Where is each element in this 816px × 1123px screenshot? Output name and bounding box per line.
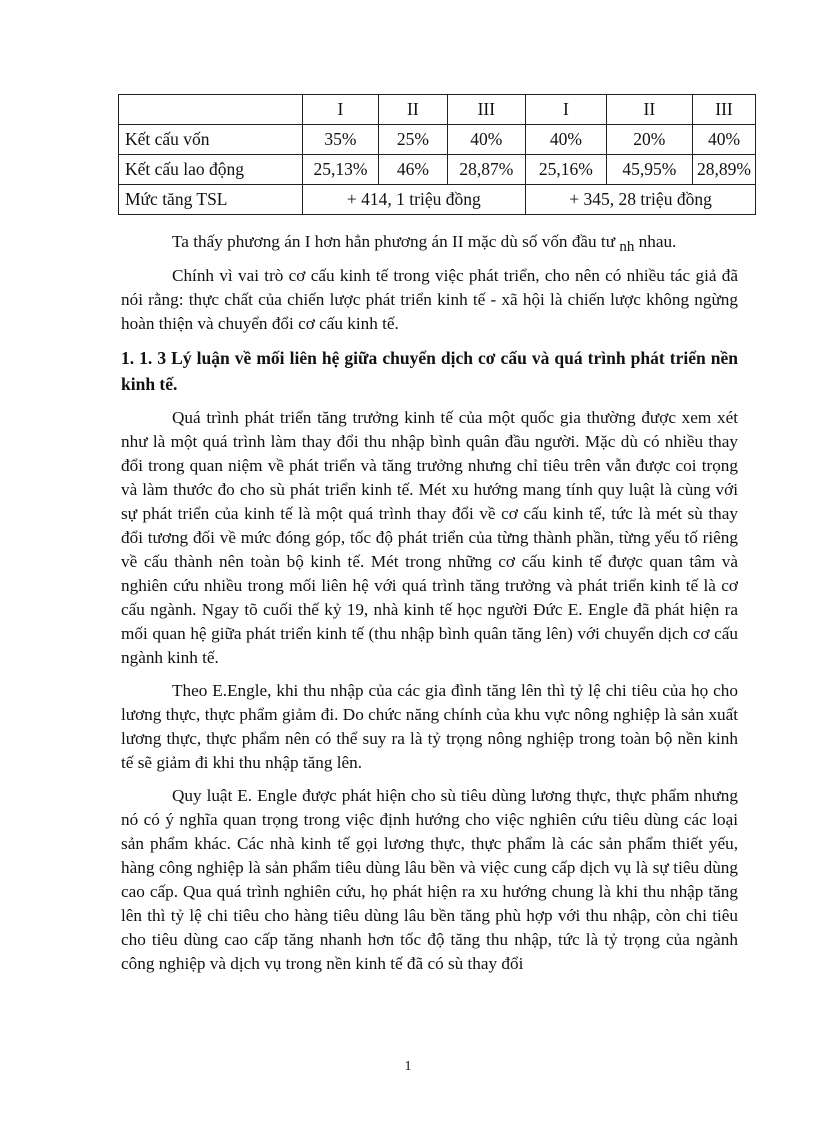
table-cell: 46% — [379, 155, 447, 185]
table-cell: 28,87% — [447, 155, 526, 185]
table-row — [119, 155, 756, 185]
paragraph-text: Ta thấy phương án I hơn hẳn phương án II mặc dù số vốn đầu tư — [172, 232, 616, 251]
table-cell: 35% — [302, 125, 379, 155]
table-cell: 25,13% — [302, 155, 379, 185]
page-number: 1 — [404, 1059, 412, 1074]
table-cell: 25% — [379, 125, 447, 155]
table-cell: 45,95% — [606, 155, 692, 185]
paragraph: Chính vì vai trò cơ cấu kinh tế trong việc phát triển, cho nên có nhiều tác giả đã nói rằng: thực chất của chiến lược phát triển kinh tế - xã hội là chiến lược không ngừng hoàn thiện và chuyển đổi cơ cấu kinh tế. — [121, 266, 738, 333]
paragraph-text: nhau. — [638, 232, 677, 251]
section-heading: 1. 1. 3 Lý luận về mối liên hệ giữa chuyển dịch cơ cấu và quá trình phát triển nền kinh tế. — [121, 348, 738, 394]
table-cell: 40% — [447, 125, 526, 155]
table-header-cell: II — [379, 95, 447, 125]
comparison-table — [118, 94, 756, 215]
table-header-cell: II — [606, 95, 692, 125]
subscript-text: nh — [619, 239, 635, 255]
table-header-cell: I — [302, 95, 379, 125]
paragraph: Quy luật E. Engle được phát hiện cho sù tiêu dùng lương thực, thực phẩm nhưng nó có ý nghĩa quan trọng trong việc định hướng cho việc nghiên cứu tiêu dùng các loại sản phẩm khác. Các nhà kinh tế gọi lương thực, thực phẩm là các sản phẩm thiết yếu, hàng công nghiệp là sản phẩm tiêu dùng lâu bền và việc cung cấp dịch vụ là sự tiêu dùng cao cấp. Qua quá trình nghiên cứu, họ phát hiện ra xu hướng chung là khi thu nhập tăng lên thì tỷ lệ chi tiêu cho hàng tiêu dùng lâu bền tăng phù hợp với thu nhập, còn chi tiêu cho tiêu dùng cao cấp tăng nhanh hơn tốc độ tăng thu nhập, tức là tỷ trọng của ngành công nghiệp và dịch vụ trong nền kinh tế đã có sù thay đổi — [121, 786, 738, 973]
table-cell: + 345, 28 triệu đồng — [526, 185, 756, 215]
body-text — [121, 230, 738, 985]
table-cell: 28,89% — [693, 155, 756, 185]
table-header-cell — [119, 95, 303, 125]
row-label: Kết cấu vốn — [119, 125, 303, 155]
table-cell: 40% — [526, 125, 607, 155]
row-label: Mức tăng TSL — [119, 185, 303, 215]
table-header-cell: I — [526, 95, 607, 125]
table-header-cell: III — [447, 95, 526, 125]
paragraph — [121, 230, 738, 255]
table-header-cell: III — [693, 95, 756, 125]
table-header-row — [119, 95, 756, 125]
table-row — [119, 125, 756, 155]
table-row — [119, 185, 756, 215]
table-cell: + 414, 1 triệu đồng — [302, 185, 526, 215]
paragraph: Quá trình phát triển tăng trưởng kinh tế của một quốc gia thường được xem xét như là một quá trình làm thay đổi thu nhập bình quân đầu người. Mặc dù có nhiều thay đổi trong quan niệm về phát triển và tăng trưởng nhưng chỉ tiêu trên vẫn được coi trọng và làm thước đo cho sù phát triển kinh tế. Mét xu hướng mang tính quy luật là cùng với sự phát triển của kinh tế là một quá trình thay đổi về cơ cấu kinh tế, tức là mét sù thay đổi tương đối về mức đóng góp, tốc độ phát triển của từng thành phần, từng yếu tố riêng về cấu thành nên toàn bộ kinh tế. Mét trong những cơ cấu kinh tế được quan tâm và nghiên cứu nhiều trong mối liên hệ với quá trình tăng trưởng và phát triển kinh tế là cơ cấu ngành. Ngay tõ cuối thế kỷ 19, nhà kinh tế học người Đức E. Engle đã phát hiện ra mối quan hệ giữa phát triển kinh tế (thu nhập bình quân tăng lên) với chuyển dịch cơ cấu ngành kinh tế. — [121, 408, 738, 667]
row-label: Kết cấu lao động — [119, 155, 303, 185]
table-cell: 40% — [693, 125, 756, 155]
paragraph: Theo E.Engle, khi thu nhập của các gia đình tăng lên thì tỷ lệ chi tiêu của họ cho lương thực, thực phẩm giảm đi. Do chức năng chính của khu vực nông nghiệp là sản xuất lương thực, thực phẩm nên có thể suy ra là tỷ trọng nông nghiệp trong toàn bộ nền kinh tế sẽ giảm đi khi thu nhập tăng lên. — [121, 681, 738, 772]
table-cell: 20% — [606, 125, 692, 155]
table-cell: 25,16% — [526, 155, 607, 185]
